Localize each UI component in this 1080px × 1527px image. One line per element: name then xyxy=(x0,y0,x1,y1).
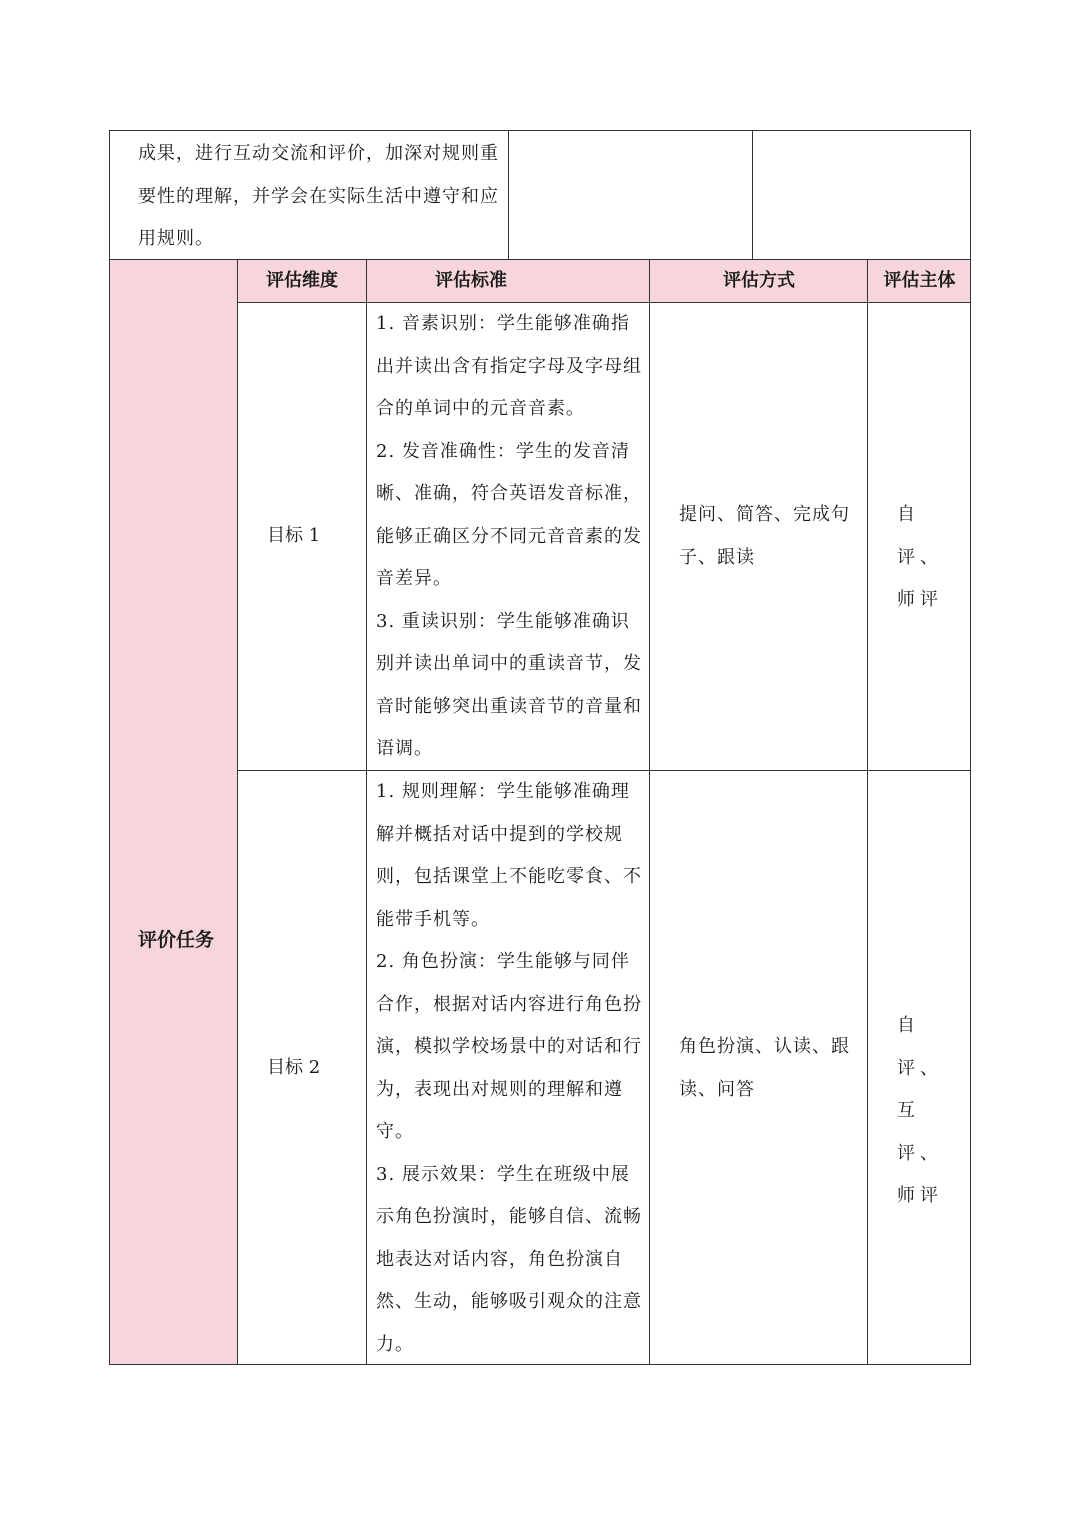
criterion: 3. 重读识别：学生能够准确识别并读出单词中的重读音节，发音时能够突出重读音节的音量和语调。 xyxy=(376,610,642,759)
table-border xyxy=(237,259,238,1365)
criterion: 3. 展示效果：学生在班级中展示角色扮演时，能够自信、流畅地表达对话内容，角色扮演自然、生动，能够吸引观众的注意力。 xyxy=(376,1163,642,1355)
top-row-text: 成果，进行互动交流和评价，加深对规则重要性的理解，并学会在实际生活中遵守和应用规则。 xyxy=(138,143,499,249)
header-standard: 评估标准 xyxy=(435,270,507,291)
section-label-cell xyxy=(110,260,237,1365)
row1-criteria xyxy=(376,303,642,771)
row2-method: 角色扮演、认读、跟读、问答 xyxy=(679,1036,850,1100)
criterion: 2. 角色扮演：学生能够与同伴合作，根据对话内容进行角色扮演，模拟学校场景中的对话和行为，表现出对规则的理解和遵守。 xyxy=(376,951,642,1142)
row1-dimension: 目标 1 xyxy=(267,525,321,546)
row2-dimension: 目标 2 xyxy=(267,1057,321,1078)
table-border xyxy=(970,130,971,1365)
row2-subject: 自评、互评、师评 xyxy=(897,1015,943,1206)
table-border xyxy=(508,130,509,260)
table-border xyxy=(109,130,110,1365)
criterion: 1. 规则理解：学生能够准确理解并概括对话中提到的学校规则，包括课堂上不能吃零食、不能带手机等。 xyxy=(376,781,642,930)
row1-method: 提问、简答、完成句子、跟读 xyxy=(679,504,850,568)
header-dimension: 评估维度 xyxy=(266,270,338,291)
table-border xyxy=(752,130,753,260)
header-subject: 评估主体 xyxy=(883,270,956,291)
table-border xyxy=(109,130,971,131)
table-border xyxy=(366,259,367,1365)
criterion: 2. 发音准确性：学生的发音清晰、准确，符合英语发音标准，能够正确区分不同元音音素的发音差异。 xyxy=(376,440,642,589)
header-method: 评估方式 xyxy=(723,270,795,291)
table-border xyxy=(867,259,868,1365)
criterion: 1. 音素识别：学生能够准确指出并读出含有指定字母及字母组合的单词中的元音音素。 xyxy=(376,313,642,419)
row2-criteria xyxy=(376,771,642,1366)
row1-subject: 自评、师评 xyxy=(897,504,943,610)
table-border xyxy=(649,259,650,1365)
section-label: 评价任务 xyxy=(138,929,215,951)
